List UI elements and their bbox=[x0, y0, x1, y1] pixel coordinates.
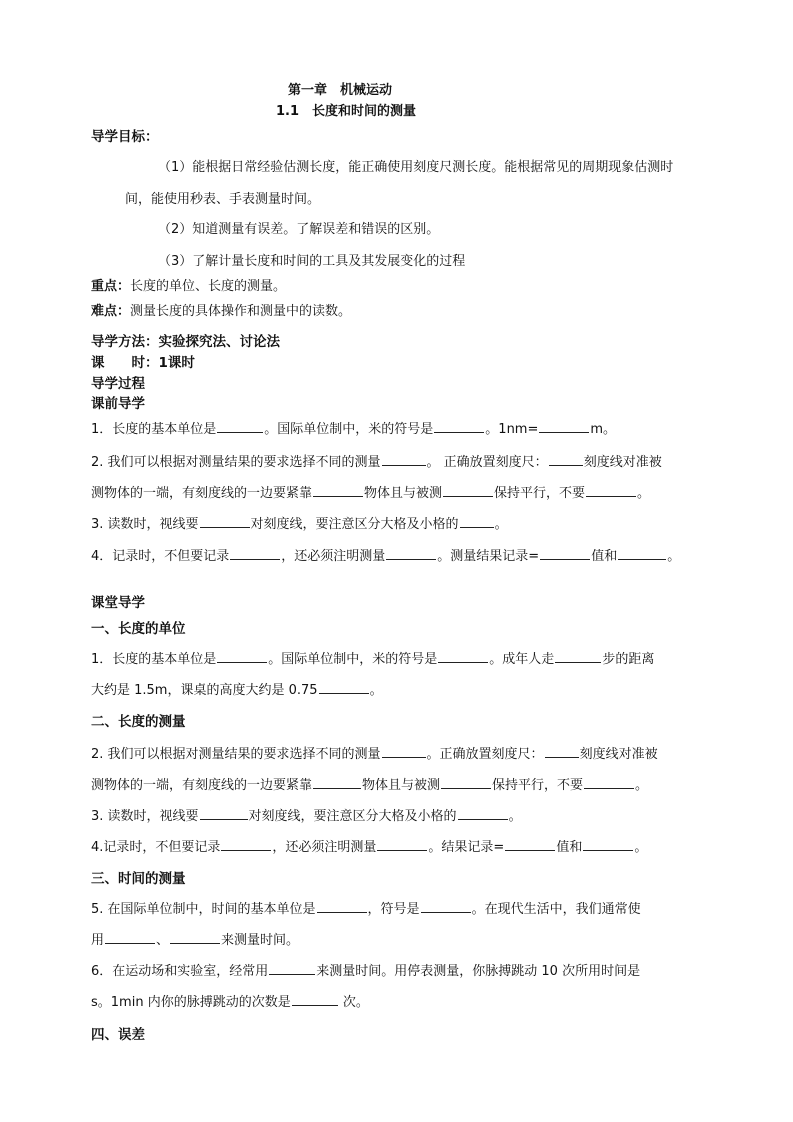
key-point bbox=[91, 275, 286, 294]
blank[interactable] bbox=[545, 745, 579, 758]
blank[interactable] bbox=[319, 681, 369, 694]
text: 。 bbox=[667, 549, 681, 564]
text: 用 bbox=[91, 933, 105, 948]
text: 对刻度线，要注意区分大格及小格的 bbox=[248, 809, 457, 824]
class-question-6a bbox=[91, 960, 640, 979]
text: 物体且与被测 bbox=[362, 778, 441, 793]
text: 保持平行，不要 bbox=[492, 778, 584, 793]
key-text: 长度的单位、长度的测量。 bbox=[130, 279, 287, 294]
text: 物体且与被测 bbox=[364, 486, 443, 501]
class-heading: 课堂导学 bbox=[91, 595, 145, 611]
blank[interactable] bbox=[441, 776, 491, 789]
text: 。结果记录= bbox=[428, 840, 505, 855]
text: 。 bbox=[369, 683, 383, 698]
blank[interactable] bbox=[460, 515, 494, 528]
blank[interactable] bbox=[170, 931, 220, 944]
blank[interactable] bbox=[458, 807, 508, 820]
text: 刻度线对准被 bbox=[579, 747, 658, 762]
text: 。在现代生活中，我们通常使 bbox=[471, 902, 641, 917]
difficult-text: 测量长度的具体操作和测量中的读数。 bbox=[130, 304, 352, 319]
blank[interactable] bbox=[549, 453, 583, 466]
blank[interactable] bbox=[618, 547, 666, 560]
text: 2. 我们可以根据对测量结果的要求选择不同的测量 bbox=[91, 455, 381, 470]
blank[interactable] bbox=[539, 420, 589, 433]
section-4-heading: 四、误差 bbox=[91, 1027, 145, 1043]
blank[interactable] bbox=[313, 484, 363, 497]
process-heading: 导学过程 bbox=[91, 376, 145, 392]
blank[interactable] bbox=[292, 993, 338, 1006]
blank[interactable] bbox=[382, 453, 426, 466]
blank[interactable] bbox=[555, 650, 601, 663]
blank[interactable] bbox=[386, 547, 436, 560]
goal-1a: （1）能根据日常经验估测长度，能正确使用刻度尺测长度。能根据常见的周期现象估测时 bbox=[158, 160, 674, 175]
blank[interactable] bbox=[217, 420, 263, 433]
key-label: 重点： bbox=[91, 279, 131, 294]
blank[interactable] bbox=[377, 838, 427, 851]
pre-question-1 bbox=[91, 418, 616, 437]
blank[interactable] bbox=[505, 838, 555, 851]
text: 保持平行，不要 bbox=[494, 486, 586, 501]
pre-heading: 课前导学 bbox=[91, 396, 145, 412]
blank[interactable] bbox=[200, 807, 248, 820]
difficult-point bbox=[91, 300, 351, 319]
text: ，还必须注明测量 bbox=[272, 840, 377, 855]
text: ，还必须注明测量 bbox=[281, 549, 386, 564]
text: ，符号是 bbox=[367, 902, 420, 917]
text: 。成年人走 bbox=[489, 652, 555, 667]
text: 值和 bbox=[556, 840, 583, 855]
period-line: 课 时：1课时 bbox=[91, 355, 195, 371]
blank[interactable] bbox=[586, 484, 636, 497]
class-question-1a bbox=[91, 648, 654, 667]
text: 来测量时间。用停表测量，你脉搏跳动 10 次所用时间是 bbox=[316, 964, 641, 979]
blank[interactable] bbox=[443, 484, 493, 497]
text: 1．长度的基本单位是 bbox=[91, 422, 217, 437]
chapter-title: 第一章 机械运动 bbox=[288, 83, 393, 98]
blank[interactable] bbox=[221, 838, 271, 851]
blank[interactable] bbox=[583, 838, 633, 851]
blank[interactable] bbox=[313, 776, 361, 789]
text: 步的距离 bbox=[602, 652, 655, 667]
class-question-5b bbox=[91, 929, 299, 948]
pre-question-2b bbox=[91, 482, 650, 501]
blank[interactable] bbox=[200, 515, 250, 528]
blank[interactable] bbox=[105, 931, 155, 944]
text: 4.记录时，不但要记录 bbox=[91, 840, 221, 855]
text: 6．在运动场和实验室，经常用 bbox=[91, 964, 269, 979]
text: 。测量结果记录= bbox=[437, 549, 540, 564]
goal-1b: 间，能使用秒表、手表测量时间。 bbox=[125, 192, 321, 207]
text: 。 bbox=[508, 809, 522, 824]
text: 次。 bbox=[338, 995, 369, 1010]
text: s。1min 内你的脉搏跳动的次数是 bbox=[91, 995, 291, 1010]
text: 。1nm= bbox=[485, 422, 539, 437]
blank[interactable] bbox=[584, 776, 634, 789]
pre-question-4 bbox=[91, 545, 680, 564]
text: 1．长度的基本单位是 bbox=[91, 652, 217, 667]
blank[interactable] bbox=[438, 650, 488, 663]
method-line: 导学方法：实验探究法、讨论法 bbox=[91, 334, 280, 350]
blank[interactable] bbox=[269, 962, 315, 975]
text: 来测量时间。 bbox=[221, 933, 300, 948]
text: 刻度线对准被 bbox=[583, 455, 662, 470]
class-question-2a bbox=[91, 743, 658, 762]
text: 大约是 1.5m，课桌的高度大约是 0.75 bbox=[91, 683, 318, 698]
text: 4．记录时，不但要记录 bbox=[91, 549, 230, 564]
goals-label: 导学目标： bbox=[91, 129, 159, 145]
blank[interactable] bbox=[540, 547, 590, 560]
text: 。国际单位制中，米的符号是 bbox=[268, 652, 438, 667]
text: 。 正确放置刻度尺： bbox=[426, 455, 548, 470]
goal-3: （3）了解计量长度和时间的工具及其发展变化的过程 bbox=[158, 254, 466, 269]
blank[interactable] bbox=[421, 900, 471, 913]
text: 。 bbox=[494, 517, 508, 532]
section-title: 1.1 长度和时间的测量 bbox=[276, 104, 417, 119]
text: 。正确放置刻度尺： bbox=[426, 747, 544, 762]
section-1-heading: 一、长度的单位 bbox=[91, 621, 186, 637]
class-question-5a bbox=[91, 898, 641, 917]
class-question-4 bbox=[91, 836, 647, 855]
text: 测物体的一端，有刻度线的一边要紧靠 bbox=[91, 778, 313, 793]
text: 。 bbox=[634, 840, 648, 855]
text: 2. 我们可以根据对测量结果的要求选择不同的测量 bbox=[91, 747, 381, 762]
text: 对刻度线，要注意区分大格及小格的 bbox=[250, 517, 459, 532]
pre-question-3 bbox=[91, 513, 508, 532]
blank[interactable] bbox=[382, 745, 426, 758]
pre-question-2a bbox=[91, 451, 662, 470]
text: 3. 读数时，视线要 bbox=[91, 517, 199, 532]
difficult-label: 难点： bbox=[91, 304, 131, 319]
class-question-3 bbox=[91, 805, 522, 824]
text: 。国际单位制中，米的符号是 bbox=[264, 422, 434, 437]
goal-2: （2）知道测量有误差。了解误差和错误的区别。 bbox=[158, 222, 440, 237]
text: 、 bbox=[156, 933, 170, 948]
class-question-6b bbox=[91, 991, 369, 1010]
text: 5. 在国际单位制中，时间的基本单位是 bbox=[91, 902, 316, 917]
text: 3. 读数时，视线要 bbox=[91, 809, 199, 824]
blank[interactable] bbox=[230, 547, 280, 560]
text: 。 bbox=[637, 486, 651, 501]
text: 。 bbox=[635, 778, 649, 793]
class-question-2b bbox=[91, 774, 648, 793]
section-2-heading: 二、长度的测量 bbox=[91, 714, 186, 730]
class-question-1b bbox=[91, 679, 383, 698]
text: m。 bbox=[590, 422, 617, 437]
blank[interactable] bbox=[434, 420, 484, 433]
blank[interactable] bbox=[317, 900, 367, 913]
blank[interactable] bbox=[217, 650, 267, 663]
section-3-heading: 三、时间的测量 bbox=[91, 871, 186, 887]
text: 测物体的一端，有刻度线的一边要紧靠 bbox=[91, 486, 313, 501]
text: 值和 bbox=[591, 549, 618, 564]
